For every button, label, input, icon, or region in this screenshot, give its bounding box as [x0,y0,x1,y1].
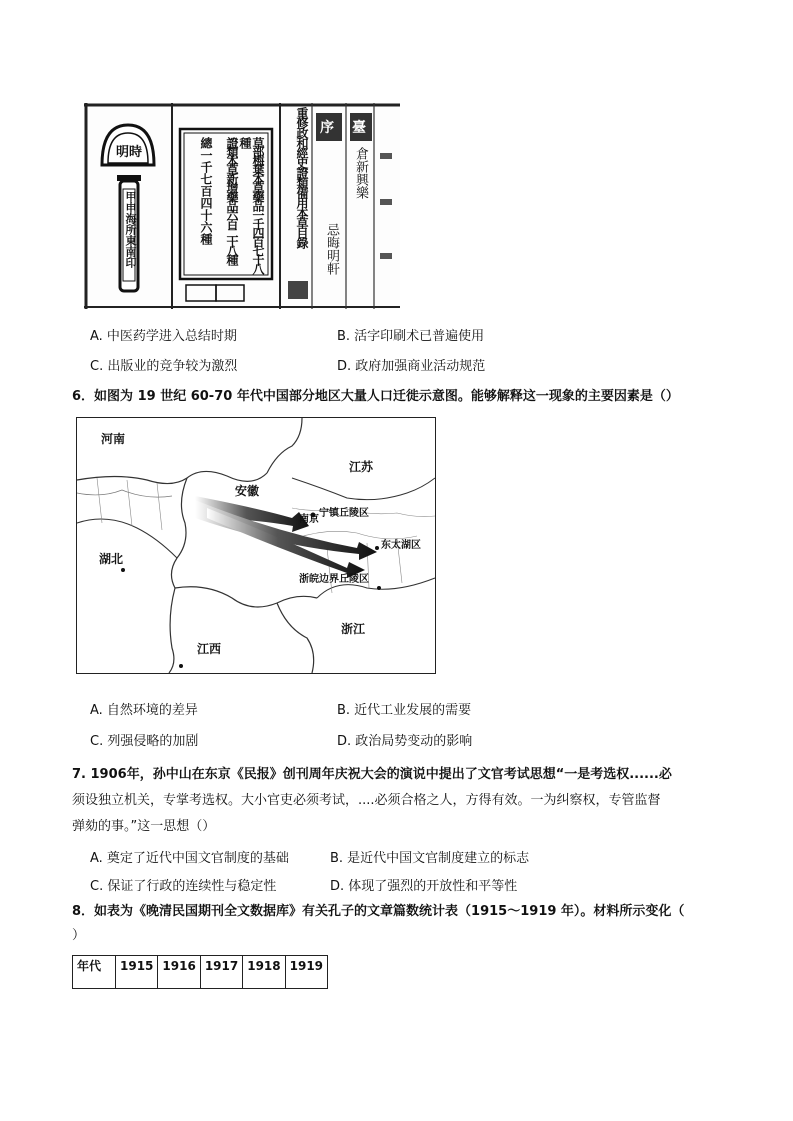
q6-option-a[interactable]: A. 自然环境的差异 [90,703,198,718]
q5-option-d[interactable]: D. 政府加强商业活动规范 [337,359,486,374]
map-label-wanzhe: 浙皖边界丘陵区 [299,574,369,585]
q6-option-c[interactable]: C. 列强侵略的加剧 [90,734,199,749]
q7-option-d[interactable]: D. 体现了强烈的开放性和平等性 [330,879,518,894]
map-label-anhui: 安徽 [235,484,260,498]
center-text-col-3: 總一千七百四十六種 [199,137,213,245]
right-text-col-5: 忌晦明軒 [324,223,339,275]
q8-stem-line-2: ） [72,928,86,943]
q7-option-c[interactable]: C. 保证了行政的连续性与稳定性 [90,879,277,894]
seal-top-text: 明時 [115,145,142,160]
q7-stem-line-3: 弹劾的事。”这一思想（） [72,819,216,834]
table-header-cell: 1915 [116,956,158,989]
right-text-col-2: 序 [320,120,334,136]
map-label-dongtaihu: 东太湖区 [381,540,421,551]
table-header-cell: 1918 [243,956,285,989]
q6-option-d[interactable]: D. 政治局势变动的影响 [337,734,473,749]
map-label-nanjing: 南京 [299,514,319,525]
q6-stem: 6．如图为 19 世纪 60-70 年代中国部分地区大量人口迁徙示意图。能够解释这一现象的主要因素是（） [72,389,679,404]
center-text-col-2: 證類本草新增藥品六百二十八種 [225,137,239,263]
right-text-col-1: 重修政和經史證類備用本草目錄 [295,107,309,247]
q8-stem-line-1: 8．如表为《晚清民国期刊全文数据库》有关孔子的文章篇数统计表（1915～1919 年）。材料所示变化（ [72,904,685,919]
map-label-jiangsu: 江苏 [349,460,374,474]
q5-option-b[interactable]: B. 活字印刷术已普遍使用 [337,329,485,344]
seal-bottom-text: 甲申海所東南印 [124,191,137,268]
q5-option-c[interactable]: C. 出版业的竞争较为激烈 [90,359,238,374]
q7-option-a[interactable]: A. 奠定了近代中国文官制度的基础 [90,851,289,866]
map-label-henan: 河南 [101,432,126,446]
center-text-col-1: 草部梅葉本草藥品一千四百七十八種 [238,137,265,272]
map-label-jiangxi: 江西 [197,642,222,656]
q7-stem-line-1: 7. 1906年，孙中山在东京《民报》创刊周年庆祝大会的演说中提出了文官考试思想“一是考选权......必 [72,767,672,782]
table-header-row [73,956,328,989]
table-header-cell: 年代 [73,956,116,989]
q5-option-a[interactable]: A. 中医药学进入总结时期 [90,329,237,344]
table-header-cell: 1919 [285,956,327,989]
q7-option-b[interactable]: B. 是近代中国文官制度建立的标志 [330,851,530,866]
table-header-cell: 1916 [158,956,200,989]
map-label-hubei: 湖北 [99,552,124,566]
q7-stem-line-2: 须设独立机关，专掌考选权。大小官吏必须考试，....必须合格之人，方得有效。一为纠察权，专管监督 [72,793,661,808]
migration-map [76,417,436,674]
right-text-col-3: 臺 [352,120,366,136]
map-label-zhejiang: 浙江 [341,622,366,636]
map-label-ningzhen: 宁镇丘陵区 [319,508,369,519]
book-page-image [84,103,400,309]
q6-option-b[interactable]: B. 近代工业发展的需要 [337,703,472,718]
table-header-cell: 1917 [200,956,242,989]
article-count-table [72,955,328,989]
right-text-col-4: 倉新興樂 [353,147,368,199]
